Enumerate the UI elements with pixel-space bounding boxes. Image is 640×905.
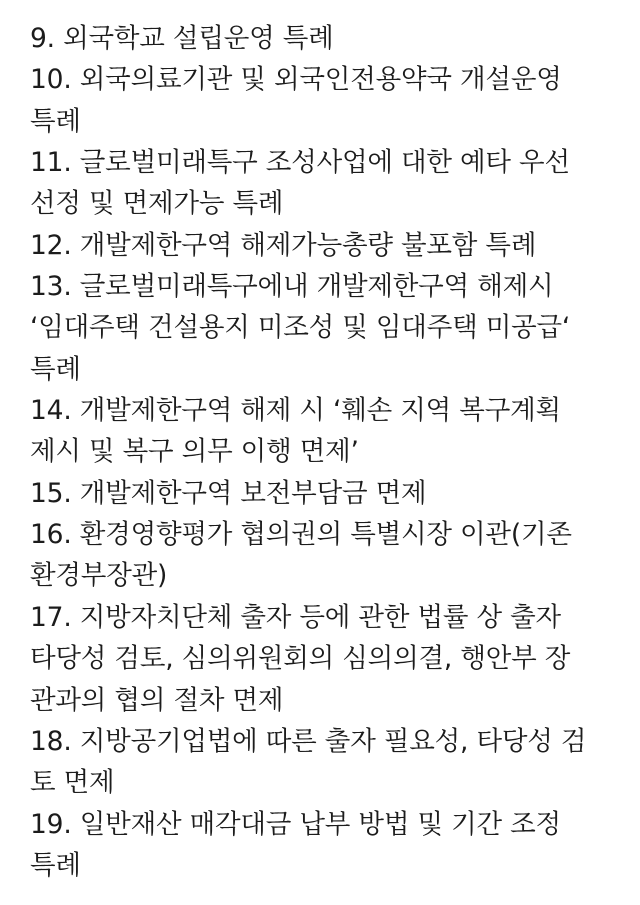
text-line: ‘임대주택 건설용지 미조성 및 임대주택 미공급‘ <box>30 312 571 344</box>
text-line: 관과의 협의 절차 면제 <box>30 684 284 716</box>
text-line: 제시 및 복구 의무 이행 면제’ <box>30 436 359 468</box>
text-line: 18. 지방공기업법에 따른 출자 필요성, 타당성 검 <box>30 725 587 757</box>
text-line: 15. 개발제한구역 보전부담금 면제 <box>30 477 427 509</box>
text-line: 12. 개발제한구역 해제가능총량 불포함 특례 <box>30 229 537 261</box>
text-line: 환경부장관) <box>30 560 168 592</box>
text-line: 특례 <box>30 105 81 137</box>
text-line: 14. 개발제한구역 해제 시 ‘훼손 지역 복구계획 <box>30 395 561 427</box>
text-line: 타당성 검토, 심의위원회의 심의의결, 행안부 장 <box>30 643 571 675</box>
document-body <box>30 18 630 886</box>
text-line: 13. 글로벌미래특구에내 개발제한구역 해제시 <box>30 271 554 303</box>
text-line: 토 면제 <box>30 767 115 799</box>
text-line: 16. 환경영향평가 협의권의 특별시장 이관(기존 <box>30 519 572 551</box>
text-line: 9. 외국학교 설립운영 특례 <box>30 23 334 54</box>
text-line: 특례 <box>30 849 81 881</box>
text-line: 특례 <box>30 353 81 385</box>
text-line: 11. 글로벌미래특구 조성사업에 대한 예타 우선 <box>30 147 570 179</box>
text-line: 17. 지방자치단체 출자 등에 관한 법률 상 출자 <box>30 601 561 633</box>
text-line: 선정 및 면제가능 특례 <box>30 188 284 220</box>
text-line: 19. 일반재산 매각대금 납부 방법 및 기간 조정 <box>30 808 561 840</box>
text-line: 10. 외국의료기관 및 외국인전용약국 개설운영 <box>30 64 562 96</box>
